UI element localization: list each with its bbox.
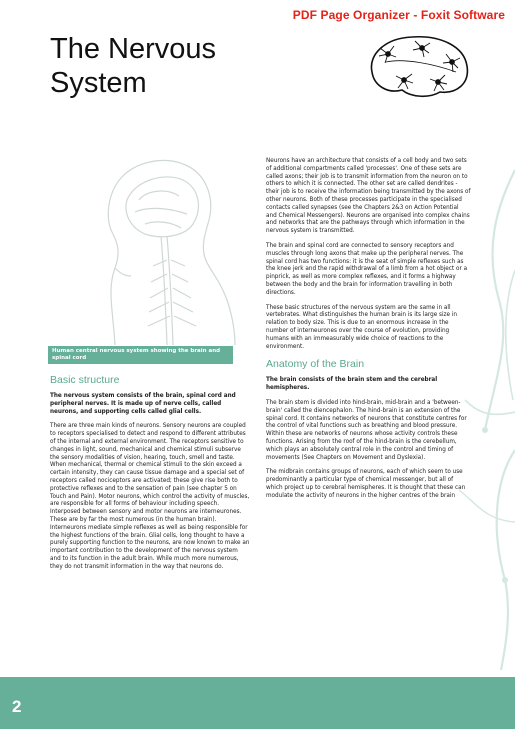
watermark-text: PDF Page Organizer - Foxit Software (292, 8, 505, 22)
section-heading-basic-structure: Basic structure (50, 374, 120, 386)
right-column (266, 158, 471, 507)
body-paragraph: The brain and spinal cord are connected to sensory receptors and muscles through long axons that make up the peripheral nerves. The spinal cord has two functions: it is the seat of simple reflexes such as the knee jerk and the rapid withdrawal of a limb from a hot object or a pinprick, as well as more complex reflexes, and it forms a highway between the body and the brain for information travelling in both directions. (266, 242, 468, 296)
title-line-1: The Nervous (50, 33, 217, 65)
body-paragraph: The brain stem is divided into hind-brain, mid-brain and a 'between-brain' called the diencephalon. The hind-brain is an extension of the spinal cord. It contains networks of neurons that constitute centres for the control of vital functions such as breathing and blood pressure. Within these are networks of neurons whose activity controls these functions. Arising from the roof of the hind-brain is the cerebellum, which plays an absolutely central role in the control and timing of movements (See Chapters on Movement and Dyslexia). (266, 399, 467, 461)
section-heading-anatomy: Anatomy of the Brain (266, 358, 365, 371)
page-footer (0, 677, 515, 729)
body-paragraph: The midbrain contains groups of neurons, each of which seem to use predominantly a particular type of chemical messenger, but all of which project up to cerebral hemispheres. It is thought that these can modulate the activity of neurons in the higher centres of the brain (266, 469, 466, 499)
brain-neurons-icon (364, 32, 472, 100)
body-paragraph: Neurons have an architecture that consists of a cell body and two sets of additional compartments called 'processes'. One of these sets are called axons; their job is to transmit information from the neuron on to others to which it is connected. The other set are called dendrites - their job is to receive the information being transmitted by the axons of other neurons. Both of these processes participate in the specialised contacts called synapses (see the Chapters 2&3 on Action Potential and Chemical Messengers). Neurons are organised into complex chains and networks that are the pathways through which information in the nervous system is transmitted. (266, 158, 471, 235)
intro-paragraph: The nervous system consists of the brain, spinal cord and peripheral nerves. It is made up of nerve cells, called neurons, and supporting cells called glial cells. (50, 393, 236, 415)
page-number: 2 (12, 697, 22, 716)
figure-caption: Human central nervous system showing the brain and spinal cord (48, 346, 233, 364)
human-head-spine-icon (55, 150, 255, 345)
body-paragraph: These basic structures of the nervous system are the same in all vertebrates. What distinguishes the human brain is its large size in relation to body size. This is due to an enormous increase in the number of interneurones over the course of evolution, providing humans with an immeasurably wide choice of reactions to the environment. (266, 304, 458, 350)
title-line-2: System (50, 67, 147, 99)
anatomy-intro-paragraph: The brain consists of the brain stem and the cerebral hemispheres. (266, 377, 438, 392)
page-title (50, 32, 216, 100)
body-paragraph: There are three main kinds of neurons. Sensory neurons are coupled to receptors specialised to detect and respond to different attributes of the internal and external environment. The receptors sensitive to changes in light, sound, mechanical and chemical stimuli subserve the sensory modalities of vision, hearing, touch, smell and taste. When mechanical, thermal or chemical stimuli to the skin exceed a certain intensity, they can cause tissue damage and a special set of receptors called nociceptors are activated; these give rise both to protective reflexes and to the sensation of pain (see chapter 5 on Touch and Pain). Motor neurons, which control the activity of muscles, are responsible for all forms of behaviour including speech. Interposed between sensory and motor neurons are interneurones. These are by far the most numerous (in the human brain). Interneurons mediate simple reflexes as well as being responsible for the highest functions of the brain. Glial cells, long thought to have a purely supporting function to the neurons, are now known to make an important contribution to the development of the nervous system and to its function in the adult brain. While much more numerous, they do not transmit information in the way that neurons do. (50, 423, 250, 570)
left-column (50, 374, 250, 579)
